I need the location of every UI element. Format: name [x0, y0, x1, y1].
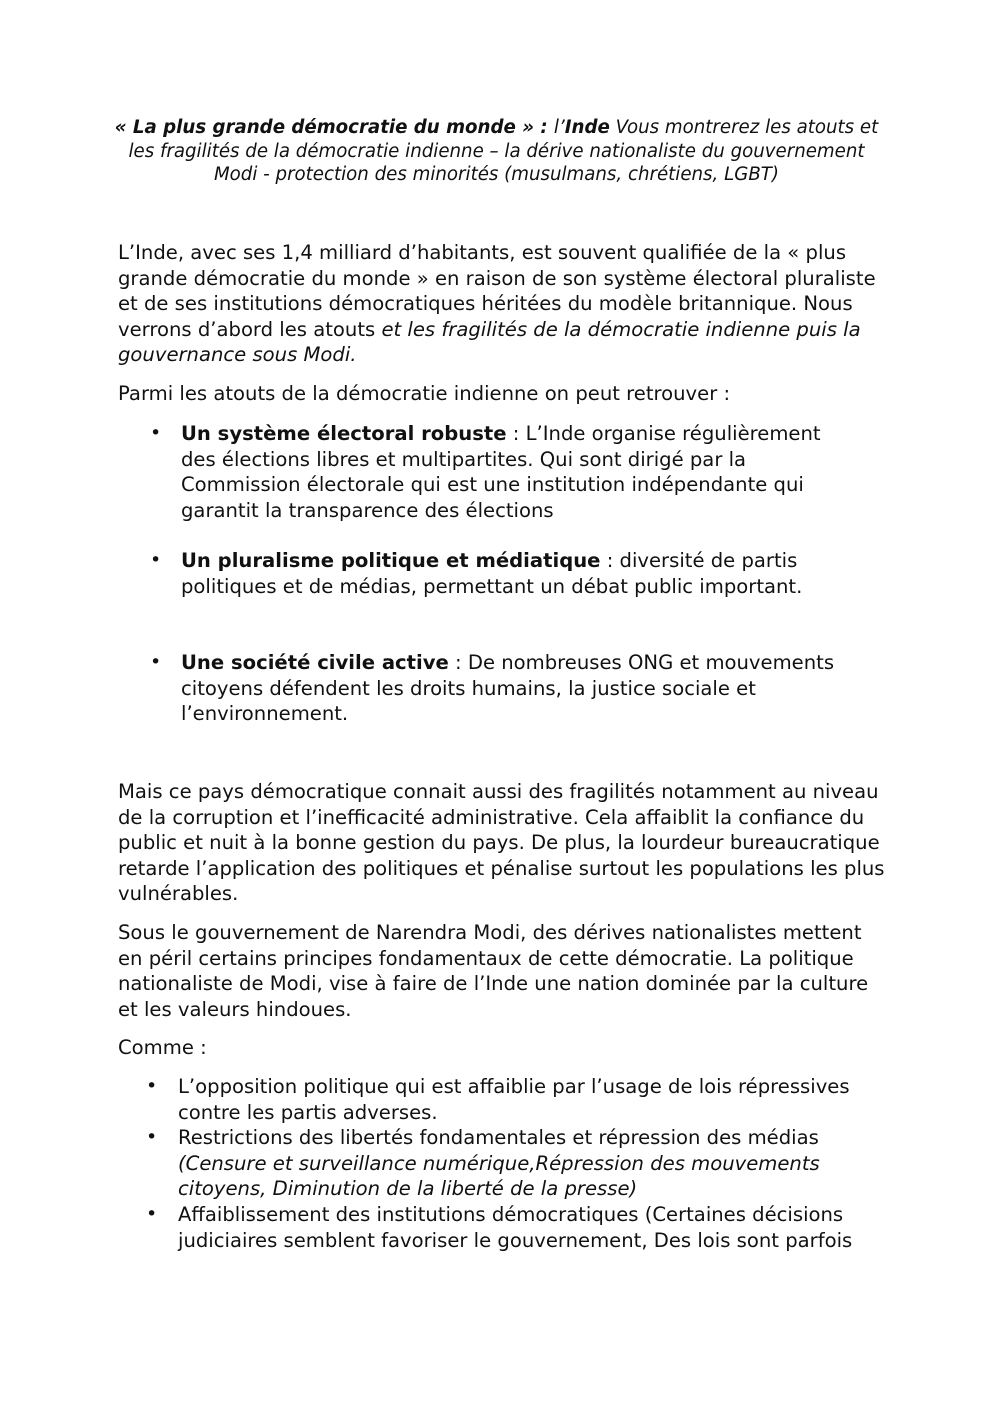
bullet-icon: •: [146, 1126, 158, 1148]
intro-paragraph: [118, 240, 888, 368]
derive-item: [178, 1074, 872, 1125]
atout-text: : De nombreuses ONG et mouvements citoyens défendent les droits humains, la justice sociale et l’environnement.: [181, 651, 835, 726]
atout-item: [181, 421, 853, 523]
bullet-icon: •: [150, 651, 162, 673]
derive-italic-text: (Censure et surveillance numérique,Répression des mouvements citoyens, Diminution de la liberté de la presse): [178, 1151, 820, 1201]
atout-item: [181, 650, 863, 727]
title-instructions: Vous montrerez les atouts et les fragilités de la démocratie indienne – la dérive nationaliste du gouvernement Modi - protection des minorités (musulmans, chrétiens, LGBT): [128, 117, 879, 185]
derive-text: L’opposition politique qui est affaiblie par l’usage de lois répressives contre les partis adverses.: [178, 1075, 850, 1124]
atout-text: : L’Inde organise régulièrement des élections libres et multipartites. Qui sont dirigé par la Commission électorale qui est une institution indépendante qui garantit la transparence des élections: [181, 422, 821, 522]
bullet-icon: •: [146, 1203, 158, 1225]
intro-italic-text: et les fragilités de la démocratie indienne puis la gouvernance sous Modi.: [118, 317, 861, 367]
title-country: Inde: [564, 117, 610, 138]
atout-term: Un pluralisme politique et médiatique: [181, 549, 601, 572]
bullet-icon: •: [146, 1075, 158, 1097]
bullet-icon: •: [150, 422, 162, 444]
comme-label: Comme :: [118, 1036, 207, 1059]
bullet-icon: •: [150, 549, 162, 571]
atout-term: Une société civile active: [181, 651, 449, 674]
atout-term: Un système électoral robuste: [181, 422, 507, 445]
modi-paragraph: Sous le gouvernement de Narendra Modi, des dérives nationalistes mettent en péril certains principes fondamentaux de cette démocratie. La politique nationaliste de Modi, vise à faire de l’Inde une nation dominée par la culture et les valeurs hindoues.: [118, 921, 869, 1021]
derive-text: Restrictions des libertés fondamentales et répression des médias: [178, 1126, 819, 1149]
intro-text: L’Inde, avec ses 1,4 milliard d’habitants, est souvent qualifiée de la « plus grande démocratie du monde » en raison de son système électoral pluraliste et de ses institutions démocratiques héritées du modèle britannique. Nous verrons d’abord les atouts: [118, 241, 876, 341]
atouts-intro: Parmi les atouts de la démocratie indienne on peut retrouver :: [118, 382, 731, 405]
assignment-title: [110, 116, 883, 187]
derive-item: [178, 1125, 872, 1202]
fragilites-paragraph: Mais ce pays démocratique connait aussi des fragilités notamment au niveau de la corruption et l’inefficacité administrative. Cela affaiblit la confiance du public et nuit à la bonne gestion du pays. De plus, la lourdeur bureaucratique retarde l’application des politiques et pénalise surtout les populations les plus vulnérables.: [118, 780, 885, 906]
title-quote: « La plus grande démocratie du monde » :: [114, 117, 554, 138]
atout-text: : diversité de partis politiques et de médias, permettant un débat public important.: [181, 549, 803, 598]
derive-text: Affaiblissement des institutions démocratiques (Certaines décisions judiciaires semblent favoriser le gouvernement, Des lois sont parfois: [178, 1203, 853, 1252]
derive-item: [178, 1202, 872, 1253]
title-article: l’: [553, 117, 565, 138]
atout-item: [181, 548, 853, 599]
